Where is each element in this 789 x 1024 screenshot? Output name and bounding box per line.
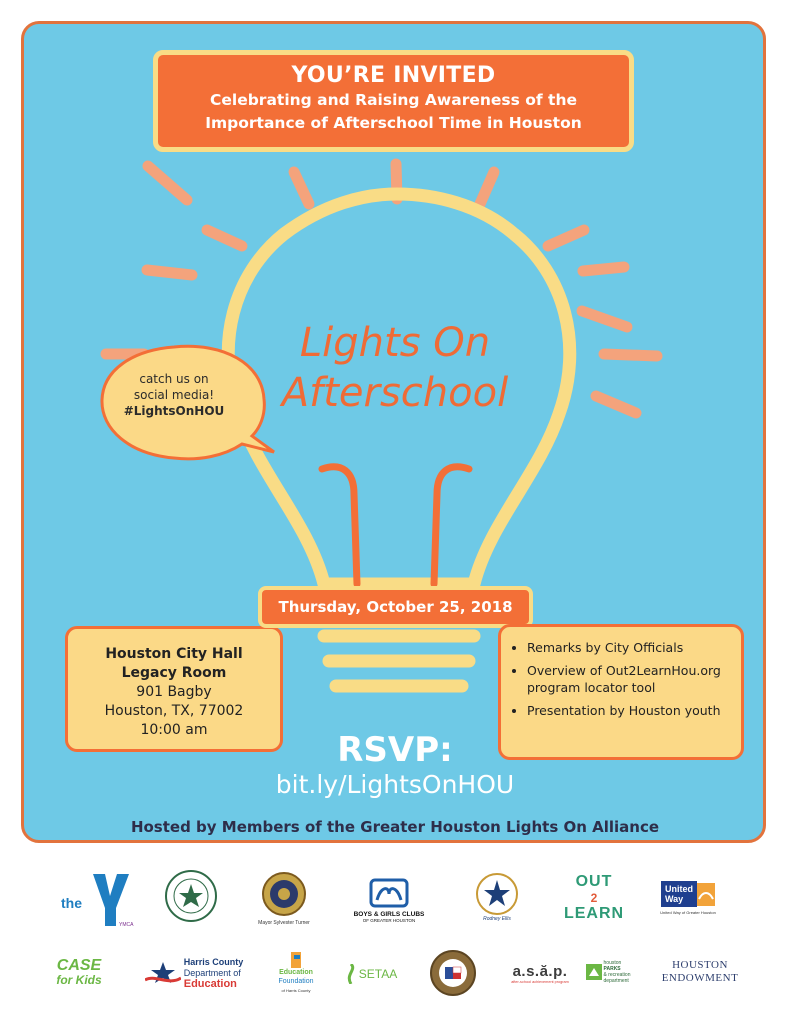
header-subtitle-line2: Importance of Afterschool Time in Houston [205, 114, 582, 132]
header-title: YOU’RE INVITED [291, 63, 496, 88]
unitedway-sub: United Way of Greater Houston [660, 910, 716, 915]
unitedway-line2: Way [665, 894, 684, 904]
bubble-line1: catch us on [139, 372, 209, 386]
houston-parks-logo [580, 954, 636, 990]
bulb-base [324, 636, 474, 686]
ymca-the: the [61, 895, 82, 911]
asap-text: a.s.ă.p. [512, 962, 568, 980]
venue-name: Houston City Hall [105, 646, 243, 662]
venue-street: 901 Bagby [136, 684, 212, 700]
header-subtitle-line1: Celebrating and Raising Awareness of the [210, 91, 577, 109]
agenda-item: • Presentation by Houston youth [527, 702, 731, 719]
harris-line1: Harris County [183, 956, 244, 967]
agenda-item: • Overview of Out2LearnHou.org program locator tool [527, 662, 731, 696]
boys-girls-clubs-logo [345, 874, 433, 926]
venue-room: Legacy Room [121, 665, 227, 681]
agenda-box [498, 624, 744, 760]
setaa-text: SETAA [358, 967, 398, 981]
filament [322, 467, 469, 584]
rodney-name: Rodney Ellis [483, 916, 511, 922]
event-title-line1: Lights On [299, 320, 491, 366]
ymca-small: YMCA [119, 922, 134, 928]
endowment-line2: ENDOWMENT [661, 972, 739, 984]
edu-line2: Foundation [278, 977, 314, 985]
county-precinct-seal-logo [428, 948, 478, 998]
out2learn-2: 2 [590, 891, 598, 905]
asap-sub: after-school achievement program [511, 979, 569, 984]
bgc-line2: OF GREATER HOUSTON [362, 917, 416, 923]
parks-line2: PARKS [603, 966, 621, 972]
parks-line4: department [603, 978, 629, 984]
case-for-kids-logo [48, 953, 110, 993]
venue-city: Houston, TX, 77002 [104, 703, 244, 719]
bubble-line2: social media! [133, 388, 215, 402]
rsvp-link[interactable]: bit.ly/LightsOnHOU [275, 770, 515, 799]
education-foundation-logo [272, 948, 320, 998]
rodney-ellis-logo [468, 866, 526, 928]
rsvp-label: RSVP: [337, 730, 453, 770]
harris-line3: Education [183, 977, 237, 990]
edu-line1: Education [279, 968, 313, 976]
event-title [235, 318, 555, 418]
hisd-seal-logo [163, 868, 219, 926]
out2learn-out: OUT [575, 873, 613, 890]
edu-line3: of Harris County [281, 987, 311, 993]
hashtag: #LightsOnHOU [123, 404, 225, 418]
bgc-line1: BOYS & GIRLS CLUBS [353, 910, 425, 918]
setaa-logo [338, 958, 404, 990]
parks-line3: & recreation [603, 972, 631, 978]
unitedway-line1: United [665, 884, 693, 894]
out2learn-learn: LEARN [563, 905, 625, 922]
out2learn-logo [564, 868, 624, 928]
houston-endowment-logo [650, 955, 750, 989]
event-time: 10:00 am [140, 722, 208, 738]
harris-county-education-logo [136, 953, 252, 993]
hosted-by: Hosted by Members of the Greater Houston Lights On Alliance [130, 818, 660, 836]
agenda-list [509, 639, 731, 719]
case-line1: CASE [56, 957, 102, 974]
united-way-logo [654, 874, 722, 922]
venue-box [65, 626, 283, 752]
case-line2: for Kids [56, 973, 102, 987]
harris-line2: Department of [183, 967, 241, 978]
mayor-seal-logo [255, 864, 313, 932]
mayor-name: Mayor Sylvester Turner [258, 919, 310, 926]
invitation-header [153, 50, 634, 152]
ymca-logo [55, 868, 135, 930]
event-date: Thursday, October 25, 2018 [258, 586, 533, 628]
endowment-line1: HOUSTON [672, 959, 728, 971]
parks-line1: houston [603, 960, 622, 966]
asap-logo [500, 955, 580, 991]
agenda-item: • Remarks by City Officials [527, 639, 731, 656]
event-title-line2: Afterschool [281, 370, 509, 416]
social-media-bubble [104, 371, 244, 419]
